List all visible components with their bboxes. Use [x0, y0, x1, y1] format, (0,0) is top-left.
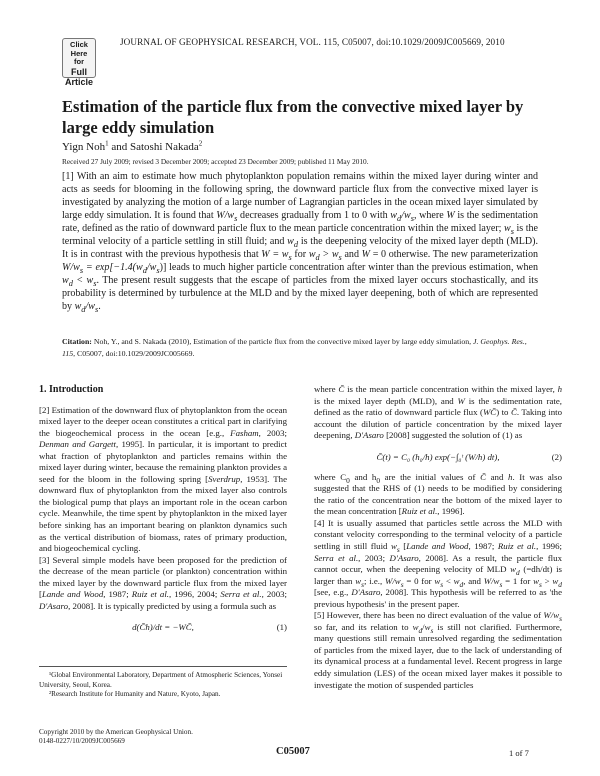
equation-2: C̄(t) = C₀ (h₀/h) exp(−∫₀ᵗ (W/h) dt), (2): [314, 446, 562, 468]
author-list: Yign Noh$^1$ and Satoshi Nakada$^2$: [62, 139, 203, 153]
ref-link[interactable]: Lande and Wood: [406, 541, 469, 552]
ref-link[interactable]: Ruiz et al.: [401, 506, 438, 517]
paragraph-4: [4] It is usually assumed that particles settle across the MLD with constant velocity corresponding to the terminal velocity of a particle settling in still fluid $w_s$ [Lande and Wood, 1987; Ruiz et al., 1996; Serra et al., 2003; D'Asaro, 2008]. As a result, the particle flux cannot occur, when the deepening velocity of MLD $w_d$ (=dh/dt) is larger than $w_s$; i.e., $W/w_s = 0$ for $w_s < w_d$, and $W/w_s = 1$ for $w_s > w_d$ [see, e.g., D'Asaro, 2008]. This hypothesis will be referred to as 'the previous hypothesis' in the present paper.: [314, 517, 563, 609]
author-2[interactable]: Satoshi Nakada: [129, 141, 199, 153]
left-column: [39, 384, 287, 642]
equation-1: d(C̄h)/dt = −WC̄, (1): [39, 616, 287, 638]
logo-line3: for: [74, 57, 84, 66]
citation: Citation: Noh, Y., and S. Nakada (2010), Estimation of the particle flux from the convective mixed layer by large eddy simulation, J. Geophys. Res., 115, C05007, doi:10.1029/2009JC005669.: [62, 337, 527, 358]
ref-link[interactable]: D'Asaro: [389, 552, 419, 563]
paragraph-eq2-explanation: where $C_0$ and $h_0$ are the initial values of C̄ and h. It was also suggested that the RHS of (1) needs to be modified by considering the ratio of the concentration near the bottom of the mixed layer to the mean concentration [Ruiz et al., 1996].: [314, 471, 562, 517]
paragraph-3: [3] Several simple models have been proposed for the prediction of the decrease of the mean particle (or plankton) concentration within the mixed layer by the downward particle flux from the mixed layer [Lande and Wood, 1987; Ruiz et al., 1996, 2004; Serra et al., 2003; D'Asaro, 2008]. It is typically predicted by using a formula such as: [39, 554, 288, 611]
footnotes: [39, 666, 287, 700]
ref-link[interactable]: D'Asaro: [39, 600, 69, 611]
ref-link[interactable]: D'Asaro: [351, 587, 381, 598]
ref-link[interactable]: Lande and Wood: [41, 589, 104, 600]
article-id: C05007: [276, 746, 310, 757]
article-title: Estimation of the particle flux from the convective mixed layer by large eddy simulation: [62, 97, 524, 137]
author-1[interactable]: Yign Noh: [62, 141, 106, 153]
logo-line1: Click: [70, 40, 88, 49]
ref-link[interactable]: Fasham: [230, 427, 259, 438]
ref-link[interactable]: Sverdrup: [208, 473, 241, 484]
copyright-notice: Copyright 2010 by the American Geophysical Union. 0148-0227/10/2009JC005669: [39, 728, 193, 746]
citation-label: Citation:: [62, 337, 92, 346]
logo-line2: Here: [70, 48, 88, 58]
ref-link[interactable]: Serra et al.: [220, 589, 262, 600]
page-count: 1 of 7: [509, 748, 529, 758]
ref-link[interactable]: Ruiz et al.: [497, 541, 537, 552]
paragraph-2: [2] Estimation of the downward flux of phytoplankton from the ocean mixed layer to the deeper ocean constitutes a critical part in clarifying the biogeochemical process in the ocean [e.g., Fasham, 2003; Denman and Gargett, 1995]. In particular, it is important to predict what fraction of phytoplankton and particles remains within the mixed layer during winter, because the remaining plankton provides a seed for the bloom in the following spring [Sverdrup, 1953]. The downward flux of phytoplankton from the mixed layer also controls the biological pump that plays an important role in the ocean carbon cycle. Meanwhile, the time spent by phytoplankton in the mixed layer before sinking has an important bearing on plankton dynamics such as the vertical distribution of biomass, rates of primary production, and biogeochemical cycling.: [39, 404, 288, 554]
received-dates: Received 27 July 2009; revised 3 December 2009; accepted 23 December 2009; published 11 May 2010.: [62, 157, 369, 166]
ref-link[interactable]: D'Asaro: [354, 430, 384, 441]
right-column: [314, 384, 562, 691]
paragraph-5: [5] However, there has been no direct evaluation of the value of $W/w_s$ so far, and its relation to $w_d/w_s$ is still not clarified. Furthermore, many questions still remain unresolved regarding the sedimentation of particles from the mixed layer, due to the lack of understanding of its dynamical process at a fundamental level. Recent progress in large eddy simulation (LES) of the ocean mixed layer makes it possible to investigate the motion of suspended particles: [314, 610, 562, 690]
logo-line4: Full: [71, 66, 87, 77]
section-heading-introduction: 1. Introduction: [39, 384, 104, 395]
ref-link[interactable]: Serra et al.: [314, 552, 359, 563]
footnote-2: ²Research Institute for Humanity and Nature, Kyoto, Japan.: [49, 690, 221, 698]
full-article-logo[interactable]: [62, 38, 96, 87]
logo-line5: Article: [64, 76, 93, 87]
running-head: JOURNAL OF GEOPHYSICAL RESEARCH, VOL. 115, C05007, doi:10.1029/2009JC005669, 2010: [120, 37, 505, 47]
paragraph-continued: where C̄ is the mean particle concentration within the mixed layer, h is the mixed layer depth (MLD), and W is the sedimentation rate, defined as the ratio of downward particle flux (WC̄) to C̄. Taking into account the dilution of particle concentration by the mixed layer deepening, D'Asaro [2008] suggested the solution of (1) as: [314, 384, 562, 441]
equation-number: (1): [276, 622, 287, 633]
abstract: [1] With an aim to estimate how much phytoplankton population remains within the mixed layer during winter and acts as seeds for blooming in the following spring, the downward particle flux from the convective mixed layer is investigated by analyzing the motion of a large number of Lagrangian particles in the ocean mixed layer simulated by large eddy simulation. It is found that $W/w_s$ decreases gradually from 1 to 0 with $w_d/w_s$, where W is the sedimentation rate, defined as the ratio of downward particle flux to the mean particle concentration within the mixed layer; $w_s$ is the terminal velocity of a particle settling in still fluid; and $w_d$ is the deepening velocity of the mixed layer depth (MLD). It is in contrast with the previous hypothesis that $W = w_s$ for $w_d > w_s$ and W = 0 otherwise. The new parameterization $W/w_s = \exp[-1.4(w_d/w_s)]$ leads to much higher particle concentration after winter than the previous estimation, when $w_d < w_s$. The present result suggests that the escape of particles from the mixed layer occurs stochastically, and its probability is determined by turbulence at the MLD and by the mixed layer deepening, both of which are represented by $w_d/w_s$.: [62, 171, 538, 315]
equation-number: (2): [551, 451, 562, 462]
ref-link[interactable]: Denman and Gargett: [39, 439, 116, 450]
ref-link[interactable]: Ruiz et al.: [131, 589, 169, 600]
footnote-1: ¹Global Environmental Laboratory, Department of Atmospheric Sciences, Yonsei University, Seoul, Korea.: [39, 671, 283, 689]
